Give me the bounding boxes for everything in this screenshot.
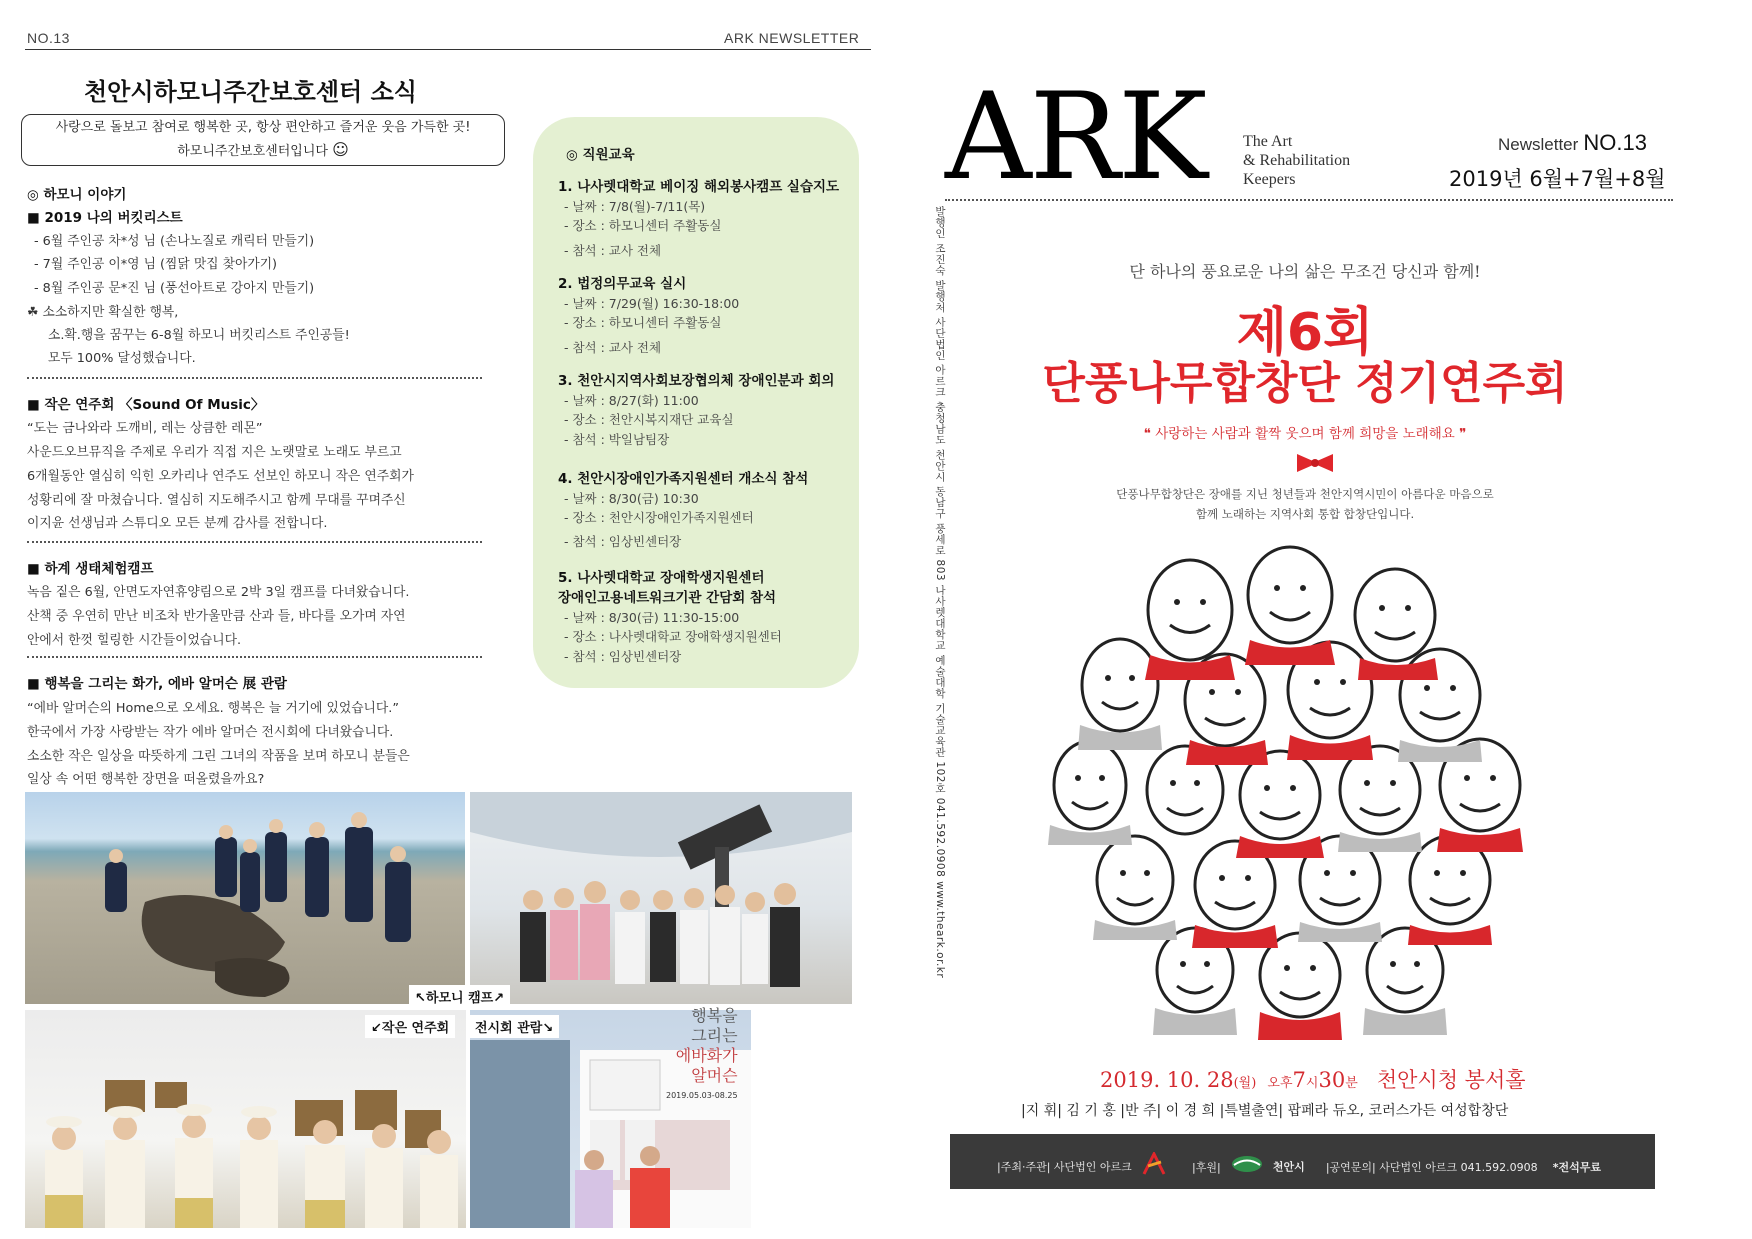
slogan-line-1: 사랑으로 돌보고 참여로 행복한 곳, 항상 편안하고 즐거운 웃음 가득한 곳! bbox=[55, 120, 471, 135]
edu-entry-title: 4. 천안시장애인가족지원센터 개소식 참석 bbox=[558, 471, 809, 487]
edu-entry-title-2: 장애인고용네트워크기관 간담회 참석 bbox=[558, 590, 777, 606]
event-time-minute: 30 bbox=[1318, 1068, 1346, 1092]
exhibit-text: “에바 알머슨의 Home으로 오세요. 행복은 늘 거기에 있었습니다.” bbox=[27, 701, 399, 716]
poster-footer-content bbox=[997, 1152, 1601, 1180]
publisher-vertical-text: 발행인 조진숙 발행처 사단법인 아르크 충청남도 천안시 동남구 풍세로 803 나사렛대학교 예술대학 기술교육관 102호 041.592.0908 www.theark.or.kr bbox=[934, 206, 946, 979]
edu-entry-title: 5. 나사렛대학교 장애학생지원센터 bbox=[558, 570, 765, 586]
issue-number-right: NO.13 bbox=[1583, 130, 1647, 155]
bowtie-icon bbox=[1295, 452, 1335, 474]
camp-text: 안에서 한껏 힐링한 시간들이었습니다. bbox=[27, 633, 242, 648]
edu-entry-line: - 참석 : 박일남팀장 bbox=[564, 432, 670, 447]
footer-free-admission: *전석무료 bbox=[1552, 1160, 1601, 1174]
edu-entry-line: - 참석 : 교사 전체 bbox=[564, 340, 662, 355]
caption-camp: ↖하모니 캠프↗ bbox=[409, 985, 510, 1008]
camp-text: 녹음 짙은 6월, 안면도자연휴양림으로 2박 3일 캠프를 다녀왔습니다. bbox=[27, 585, 410, 600]
slogan-line-2: 하모니주간보호센터입니다 ☺ bbox=[177, 140, 349, 159]
header-dotted-rule bbox=[945, 199, 1673, 201]
divider bbox=[27, 377, 482, 379]
issue-period: 2019년 6월+7월+8월 bbox=[1449, 167, 1666, 191]
exhibit-text: 한국에서 가장 사랑받는 작가 에바 알머슨 전시회에 다녀왔습니다. bbox=[27, 725, 394, 740]
camp-text: 산책 중 우연히 만난 비조차 반가울만큼 산과 들, 바다를 오가며 자연 bbox=[27, 609, 406, 624]
event-date: 2019. 10. 28 bbox=[1100, 1068, 1234, 1092]
concert-text: 6개월동안 열심히 익힌 오카리나 연주도 선보인 하모니 작은 연주회가 bbox=[27, 469, 414, 484]
edu-entry-line: - 날짜 : 8/30(금) 10:30 bbox=[564, 491, 699, 506]
edu-entry-line: - 장소 : 나사렛대학교 장애학생지원센터 bbox=[564, 629, 782, 644]
bucket-item: - 8월 주인공 문*진 님 (풍선아트로 강아지 만들기) bbox=[34, 281, 315, 296]
divider bbox=[27, 541, 482, 543]
bucket-note: 소.확.행을 꿈꾸는 6-8월 하모니 버킷리스트 주인공들! bbox=[48, 328, 350, 343]
caption-exhibit: 전시회 관람↘ bbox=[469, 1015, 559, 1038]
bucket-item: - 7월 주인공 이*영 님 (찜닭 맛집 찾아가기) bbox=[34, 257, 278, 272]
edu-entry-line: - 날짜 : 8/27(화) 11:00 bbox=[564, 393, 699, 408]
cheonan-city-logo-icon bbox=[1230, 1154, 1264, 1178]
footer-host: |주최·주관| 사단법인 아르크 bbox=[997, 1160, 1132, 1174]
camp-heading: ■ 하계 생태체험캠프 bbox=[27, 561, 154, 577]
exhibit-poster-text: 행복을 그리는 에바화가 알머슨 2019.05.03-08.25 bbox=[666, 1006, 738, 1100]
concert-text: 사운드오브뮤직을 주제로 우리가 직접 지은 노랫말로 노래도 부르고 bbox=[27, 445, 402, 460]
poster-quote: ❝ 사랑하는 사람과 활짝 웃으며 함께 희망을 노래해요 ❞ bbox=[1143, 426, 1467, 442]
concert-illustration bbox=[25, 1010, 466, 1228]
photo-small-concert bbox=[25, 1010, 466, 1228]
choir-illustration bbox=[1040, 540, 1580, 1040]
exhibit-text: 일상 속 어떤 행복한 장면을 떠올렸을까요? bbox=[27, 772, 265, 787]
edu-entry-line: - 날짜 : 8/30(금) 11:30-15:00 bbox=[564, 610, 740, 625]
event-time-hour: 7 bbox=[1292, 1068, 1306, 1092]
edu-entry-title: 2. 법정의무교육 실시 bbox=[558, 276, 687, 292]
event-venue: 천안시청 봉서홀 bbox=[1376, 1068, 1526, 1092]
edu-entry-line: - 날짜 : 7/8(월)-7/11(목) bbox=[564, 199, 706, 214]
issue-number: NO.13 bbox=[27, 30, 70, 46]
poster-event-datetime bbox=[1100, 1064, 1526, 1094]
exhibit-text: 소소한 작은 일상을 따뜻하게 그린 그녀의 작품을 보며 하모니 분들은 bbox=[27, 749, 410, 764]
bucket-note: ☘ 소소하지만 확실한 행복, bbox=[27, 305, 179, 320]
poster-description: 단풍나무합창단은 장애를 지닌 청년들과 천안지역시민이 아름다운 마음으로 함께 노래하는 지역사회 통합 합창단입니다. bbox=[1116, 487, 1494, 521]
footer-contact: |공연문의| 사단법인 아르크 041.592.0908 bbox=[1325, 1160, 1538, 1174]
edu-entry-line: - 날짜 : 7/29(월) 16:30-18:00 bbox=[564, 296, 740, 311]
caption-concert: ↙작은 연주회 bbox=[365, 1015, 455, 1038]
staff-education-heading: ◎ 직원교육 bbox=[566, 147, 635, 163]
slogan-box bbox=[21, 114, 505, 166]
edu-entry-title: 3. 천안시지역사회보장협의체 장애인분과 회의 bbox=[558, 373, 835, 389]
newsletter-word: Newsletter bbox=[1498, 135, 1579, 154]
concert-text: 이지윤 선생님과 스튜디오 모든 분께 감사를 전합니다. bbox=[27, 516, 328, 531]
beach-illustration bbox=[25, 792, 465, 1004]
footer-sponsor: |후원| bbox=[1191, 1160, 1221, 1174]
event-time-minute-unit: 분 bbox=[1345, 1076, 1358, 1091]
poster-title-edition: 제6회 bbox=[1236, 303, 1374, 363]
smiley-icon: ☺ bbox=[332, 140, 349, 159]
poster-title-main: 단풍나무합창단 정기연주회 bbox=[1042, 358, 1568, 409]
edu-entry-line: - 장소 : 천안시장애인가족지원센터 bbox=[564, 510, 754, 525]
concert-text: “도는 금나와라 도깨비, 레는 상큼한 레몬” bbox=[27, 421, 263, 436]
edu-entry-line: - 장소 : 천안시복지재단 교육실 bbox=[564, 412, 734, 427]
event-day: (월) bbox=[1233, 1076, 1257, 1091]
edu-entry-line: - 참석 : 교사 전체 bbox=[564, 243, 662, 258]
edu-entry-title: 1. 나사렛대학교 베이징 해외봉사캠프 실습지도 bbox=[558, 179, 840, 195]
bucket-item: - 6월 주인공 차*성 님 (손나노질로 캐릭터 만들기) bbox=[34, 234, 315, 249]
newsletter-issue bbox=[1498, 130, 1647, 156]
exhibit-heading: ■ 행복을 그리는 화가, 에바 알머슨 展 관람 bbox=[27, 676, 287, 692]
edu-entry-line: - 참석 : 임상빈센터장 bbox=[564, 534, 682, 549]
concert-heading: ■ 작은 연주회 〈Sound Of Music〉 bbox=[27, 397, 265, 413]
concert-text: 성황리에 잘 마쳤습니다. 열심히 지도해주시고 함께 무대를 꾸며주신 bbox=[27, 493, 406, 508]
photo-observatory-camp bbox=[470, 792, 852, 1004]
poster-credits: |지 휘| 김 기 홍 |반 주| 이 경 희 |특별출연| 팝페라 듀오, 코러스가든 여성합창단 bbox=[1021, 1103, 1509, 1119]
event-time-prefix: 오후 bbox=[1267, 1076, 1293, 1091]
edu-entry-line: - 참석 : 임상빈센터장 bbox=[564, 649, 682, 664]
bucket-list-heading: ■ 2019 나의 버킷리스트 bbox=[27, 210, 183, 226]
newsletter-label: ARK NEWSLETTER bbox=[724, 30, 860, 46]
footer-city: 천안시 bbox=[1272, 1160, 1305, 1174]
ark-logo: ARK bbox=[945, 68, 1206, 207]
edu-entry-line: - 장소 : 하모니센터 주활동실 bbox=[564, 218, 722, 233]
observatory-illustration bbox=[470, 792, 852, 1004]
poster-tagline: 단 하나의 풍요로운 나의 삶은 무조건 당신과 함께! bbox=[1129, 262, 1481, 281]
page-title: 천안시하모니주간보호센터 소식 bbox=[84, 78, 417, 106]
ark-mark-icon bbox=[1141, 1152, 1167, 1180]
photo-beach-camp bbox=[25, 792, 465, 1004]
bucket-note: 모두 100% 달성했습니다. bbox=[48, 351, 196, 366]
header-rule bbox=[25, 49, 871, 50]
divider bbox=[27, 656, 482, 658]
ark-logo-subtitle: The Art & Rehabilitation Keepers bbox=[1243, 133, 1351, 188]
harmony-story-heading: ◎ 하모니 이야기 bbox=[27, 187, 127, 203]
event-time-hour-unit: 시 bbox=[1305, 1076, 1319, 1091]
edu-entry-line: - 장소 : 하모니센터 주활동실 bbox=[564, 315, 722, 330]
